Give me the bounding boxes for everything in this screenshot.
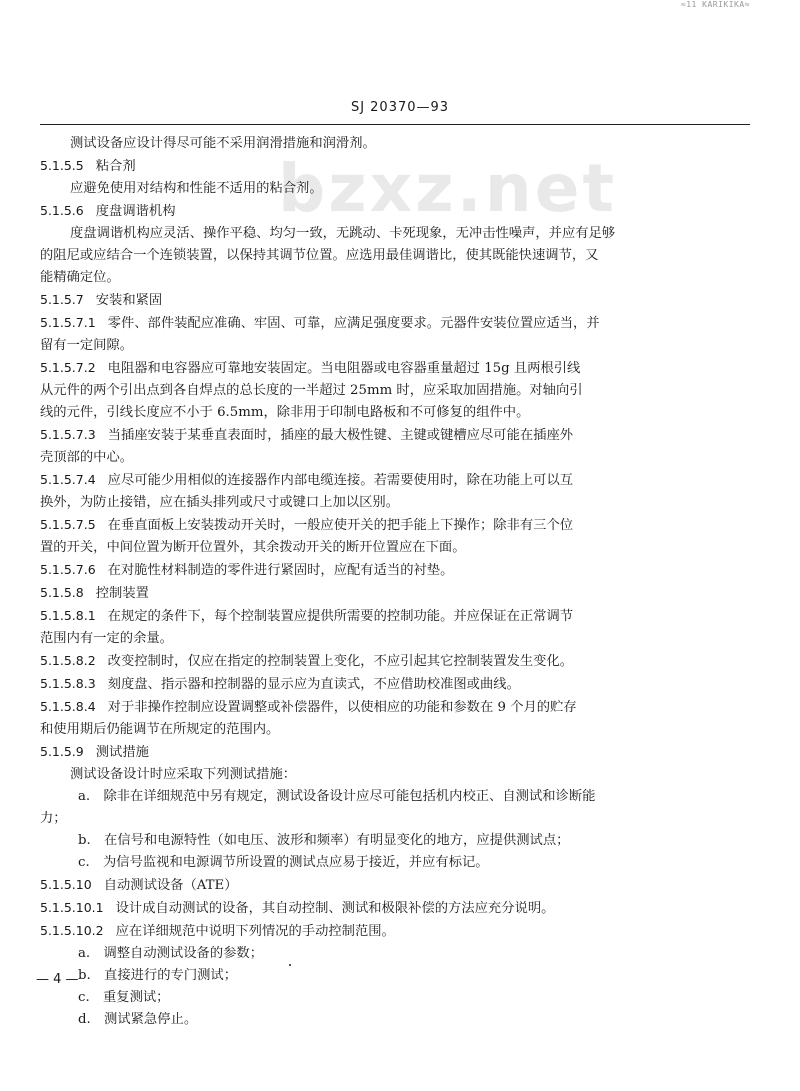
clause-text: 测试措施 <box>95 745 149 760</box>
clause-line <box>40 897 752 920</box>
clause-text: b. 在信号和电源特性（如电压、波形和频率）有明显变化的地方，应提供测试点； <box>78 833 570 848</box>
clause-text: 零件、部件装配应准确、牢固、可靠，应满足强度要求。元器件安装位置应适当，并 <box>107 316 600 331</box>
clause-line <box>40 605 752 628</box>
text-line <box>40 133 752 155</box>
clause-number: 5.1.5.10.2 <box>40 923 104 938</box>
clause-text: a. 调整自动测试设备的参数； <box>78 946 264 961</box>
clause-number: 5.1.5.7 <box>40 292 84 307</box>
clause-text: 安装和紧固 <box>95 293 163 308</box>
clause-text: c. 重复测试； <box>78 990 170 1005</box>
text-line <box>40 764 752 786</box>
text-line <box>40 719 752 741</box>
text-line <box>40 335 752 357</box>
header-rule <box>40 124 750 125</box>
clause-number: 5.1.5.8 <box>40 585 84 600</box>
clause-text: 换外，为防止接错，应在插头排列或尺寸或键口上加以区别。 <box>40 495 400 510</box>
clause-line <box>40 200 752 223</box>
clause-line <box>40 312 752 335</box>
text-line <box>40 628 752 650</box>
list-item <box>40 852 752 874</box>
clause-text: 的阻尼或应结合一个连锁装置，以保持其调节位置。应选用最佳调谐比，使其既能快速调节，又 <box>40 248 599 263</box>
clause-number: 5.1.5.8.3 <box>40 676 96 691</box>
clause-text: 置的开关，中间位置为断开位置外，其余拨动开关的断开位置应在下面。 <box>40 540 466 555</box>
clause-number: 5.1.5.8.1 <box>40 608 96 623</box>
page-number: — 4 — <box>36 972 79 987</box>
clause-text: 应尽可能少用相似的连接器作内部电缆连接。若需要使用时，除在功能上可以互 <box>107 473 574 488</box>
list-item <box>40 786 752 808</box>
clause-text: 力； <box>40 811 67 826</box>
clause-text: 在规定的条件下，每个控制装置应提供所需要的控制功能。并应保证在正常调节 <box>107 609 574 624</box>
clause-text: 粘合剂 <box>95 159 136 174</box>
clause-number: 5.1.5.7.3 <box>40 427 96 442</box>
clause-line <box>40 673 752 696</box>
clause-number: 5.1.5.7.2 <box>40 360 96 375</box>
clause-number: 5.1.5.8.4 <box>40 699 96 714</box>
clause-line <box>40 469 752 492</box>
clause-number: 5.1.5.5 <box>40 158 84 173</box>
clause-text: 电阻器和电容器应可靠地安装固定。当电阻器或电容器重量超过 15g 且两根引线 <box>107 361 581 376</box>
clause-number: 5.1.5.9 <box>40 744 84 759</box>
clause-text: 线的元件，引线长度应不小于 6.5mm，除非用于印制电路板和不可修复的组件中。 <box>40 405 530 420</box>
clause-text: 度盘调谐机构应灵活、操作平稳、均匀一致，无跳动、卡死现象，无冲击性噪声，并应有足够 <box>70 226 616 241</box>
page-header: SJ 20370—93 <box>350 100 450 115</box>
watermark: bzxz.net <box>278 150 618 227</box>
clause-line <box>40 696 752 719</box>
clause-number: 5.1.5.7.4 <box>40 472 96 487</box>
clause-text: 刻度盘、指示器和控制器的显示应为直读式，不应借助校准图或曲线。 <box>107 677 520 692</box>
clause-number: 5.1.5.10.1 <box>40 900 104 915</box>
clause-line <box>40 650 752 673</box>
clause-line <box>40 289 752 312</box>
clause-line <box>40 582 752 605</box>
clause-text: 测试设备设计时应采取下列测试措施： <box>70 767 297 782</box>
clause-text: b. 直接进行的专门测试； <box>78 968 238 983</box>
list-item <box>40 943 752 965</box>
clause-text: 设计成自动测试的设备，其自动控制、测试和极限补偿的方法应充分说明。 <box>115 901 555 916</box>
clause-text: 对于非操作控制应设置调整或补偿器件，以使相应的功能和参数在 9 个月的贮存 <box>107 700 577 715</box>
clause-line <box>40 357 752 380</box>
list-item <box>40 1009 752 1031</box>
clause-line <box>40 920 752 943</box>
list-item <box>40 987 752 1009</box>
clause-line <box>40 424 752 447</box>
text-line <box>40 447 752 469</box>
text-line <box>40 178 752 200</box>
clause-line <box>40 741 752 764</box>
clause-text: 壳顶部的中心。 <box>40 450 134 465</box>
clause-text: a. 除非在详细规范中另有规定，测试设备设计应尽可能包括机内校正、自测试和诊断能 <box>78 789 596 804</box>
clause-text: d. 测试紧急停止。 <box>78 1012 198 1027</box>
clause-text: 控制装置 <box>95 586 149 601</box>
clause-text: 从元件的两个引出点到各自焊点的总长度的一半超过 25mm 时，应采取加固措施。对轴向引 <box>40 383 583 398</box>
clause-text: 测试设备应设计得尽可能不采用润滑措施和润滑剂。 <box>70 136 376 151</box>
clause-line <box>40 874 752 897</box>
text-line <box>40 808 752 830</box>
text-line <box>40 267 752 289</box>
clause-text: 应在详细规范中说明下列情况的手动控制范围。 <box>115 924 395 939</box>
clause-text: 能精确定位。 <box>40 270 120 285</box>
clause-line <box>40 559 752 582</box>
clause-text: 和使用期后仍能调节在所规定的范围内。 <box>40 722 280 737</box>
clause-text: 当插座安装于某垂直表面时，插座的最大极性键、主键或键槽应尽可能在插座外 <box>107 428 574 443</box>
clause-text: 自动测试设备（ATE） <box>103 878 238 893</box>
clause-number: 5.1.5.6 <box>40 203 84 218</box>
clause-number: 5.1.5.7.6 <box>40 562 96 577</box>
clause-number: 5.1.5.7.1 <box>40 315 96 330</box>
document-body <box>40 133 752 1031</box>
clause-line <box>40 514 752 537</box>
text-line <box>40 492 752 514</box>
clause-line <box>40 155 752 178</box>
text-line <box>40 223 752 245</box>
text-line <box>40 380 752 402</box>
clause-text: 范围内有一定的余量。 <box>40 631 173 646</box>
clause-text: 度盘调谐机构 <box>95 204 176 219</box>
clause-text: 应避免使用对结构和性能不适用的粘合剂。 <box>70 181 323 196</box>
clause-text: 留有一定间隙。 <box>40 338 134 353</box>
text-line <box>40 402 752 424</box>
text-line <box>40 537 752 559</box>
corner-mark: ≈11 KARIKIKA≈ <box>680 0 750 9</box>
clause-text: 改变控制时，仅应在指定的控制装置上变化，不应引起其它控制装置发生变化。 <box>107 654 574 669</box>
text-line <box>40 245 752 267</box>
clause-number: 5.1.5.7.5 <box>40 517 96 532</box>
clause-text: c. 为信号监视和电源调节所设置的测试点应易于接近，并应有标记。 <box>78 855 489 870</box>
clause-number: 5.1.5.8.2 <box>40 653 96 668</box>
list-item <box>40 965 752 987</box>
clause-number: 5.1.5.10 <box>40 877 92 892</box>
list-item <box>40 830 752 852</box>
clause-text: 在对脆性材料制造的零件进行紧固时，应配有适当的衬垫。 <box>107 563 454 578</box>
clause-text: 在垂直面板上安装拨动开关时，一般应使开关的把手能上下操作；除非有三个位 <box>107 518 574 533</box>
